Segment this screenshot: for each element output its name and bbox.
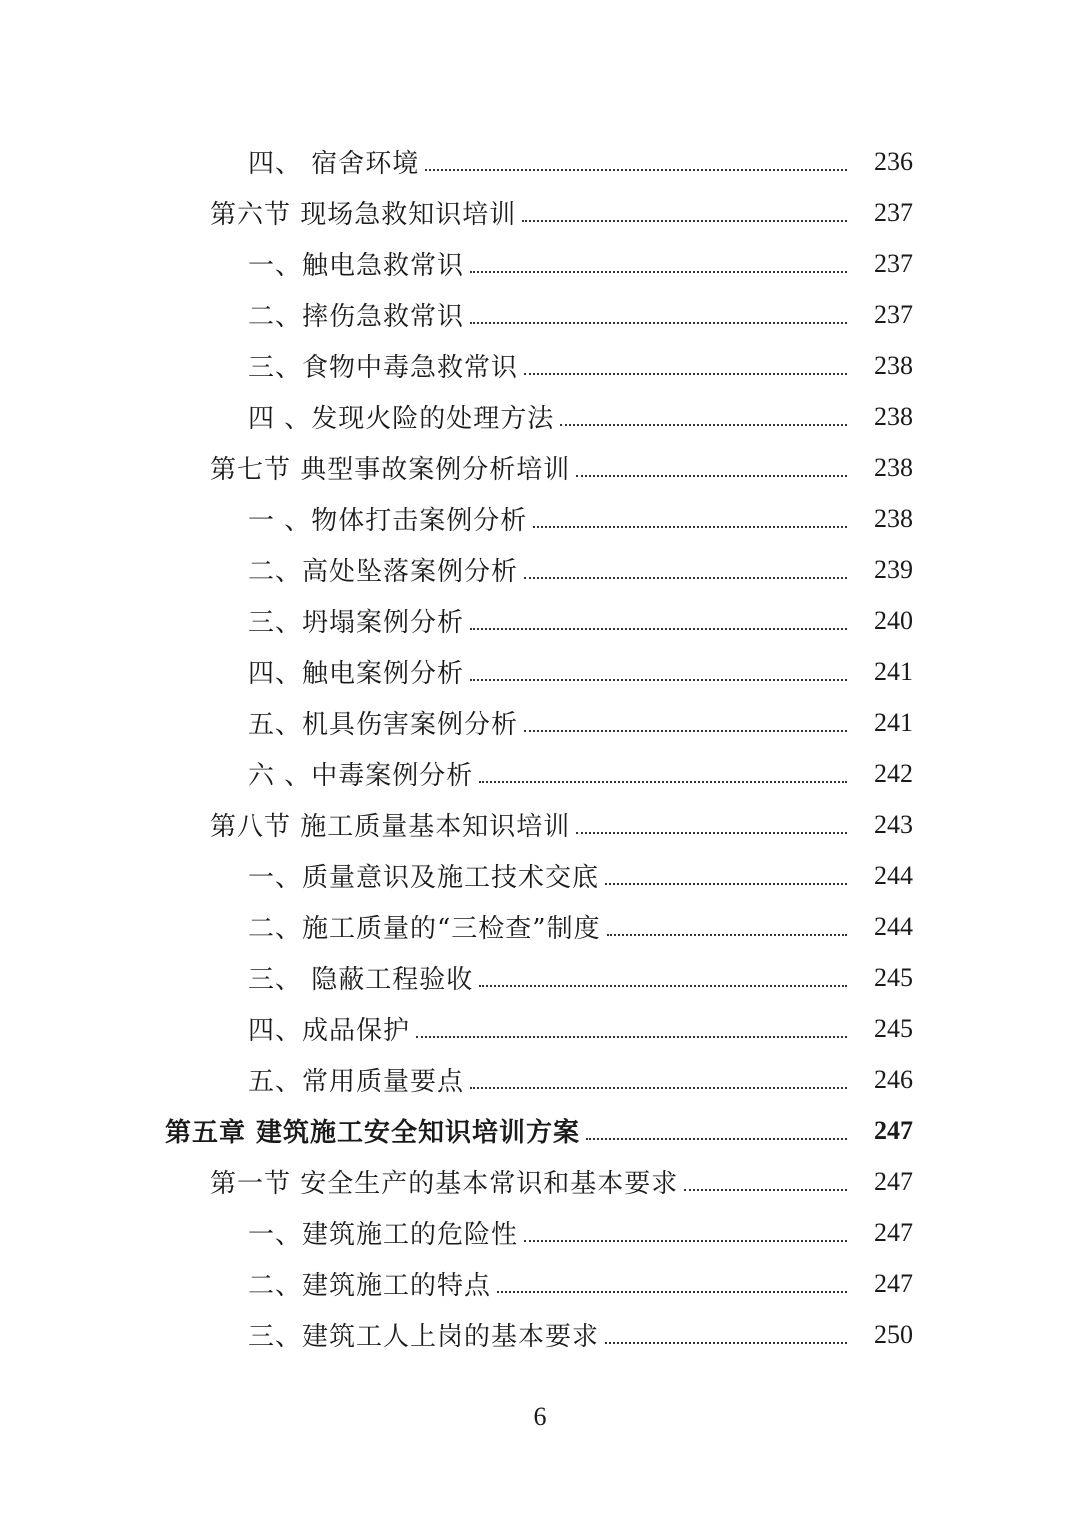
toc-entry-label: 四、成品保护 bbox=[248, 1016, 411, 1046]
toc-entry-label: 四 、发现火险的处理方法 bbox=[248, 404, 555, 434]
toc-entry-page: 247 bbox=[874, 1166, 913, 1196]
toc-entry[interactable] bbox=[0, 136, 1080, 187]
toc-entry[interactable] bbox=[0, 748, 1080, 799]
dot-leader bbox=[470, 322, 847, 324]
toc-entry[interactable] bbox=[0, 1003, 1080, 1054]
dot-leader bbox=[470, 271, 847, 273]
toc-entry[interactable] bbox=[0, 187, 1080, 238]
dot-leader bbox=[684, 1189, 847, 1191]
toc-entry-page: 237 bbox=[874, 248, 913, 278]
toc-entry[interactable] bbox=[0, 646, 1080, 697]
toc-entry-label: 三、建筑工人上岗的基本要求 bbox=[248, 1322, 600, 1352]
toc-entry-page: 238 bbox=[874, 452, 913, 482]
toc-entry-page: 238 bbox=[874, 503, 913, 533]
toc-entry-label: 一 、物体打击案例分析 bbox=[248, 506, 528, 536]
toc-entry-page: 237 bbox=[874, 197, 913, 227]
toc-entry-label: 第六节 现场急救知识培训 bbox=[210, 200, 517, 230]
dot-leader bbox=[524, 730, 847, 732]
dot-leader bbox=[576, 832, 847, 834]
dot-leader bbox=[470, 628, 847, 630]
toc-entry-page: 237 bbox=[874, 299, 913, 329]
toc-entry-label: 二、高处坠落案例分析 bbox=[248, 557, 519, 587]
toc-entry-label: 五、机具伤害案例分析 bbox=[248, 710, 519, 740]
toc-entry[interactable] bbox=[0, 544, 1080, 595]
dot-leader bbox=[533, 526, 847, 528]
toc-entry-label: 四、 宿舍环境 bbox=[248, 149, 420, 179]
toc-entry[interactable] bbox=[0, 340, 1080, 391]
dot-leader bbox=[576, 475, 847, 477]
toc-entry[interactable] bbox=[0, 391, 1080, 442]
toc-entry-label: 第一节 安全生产的基本常识和基本要求 bbox=[210, 1169, 679, 1199]
toc-entry-label: 一、触电急救常识 bbox=[248, 251, 465, 281]
toc-entry-page: 243 bbox=[874, 809, 913, 839]
dot-leader bbox=[470, 679, 847, 681]
toc-entry-page: 244 bbox=[874, 860, 913, 890]
toc-entry[interactable] bbox=[0, 901, 1080, 952]
toc-entry-label: 三、 隐蔽工程验收 bbox=[248, 965, 474, 995]
toc-entry-label: 一、建筑施工的危险性 bbox=[248, 1220, 519, 1250]
toc-entry-page: 247 bbox=[874, 1115, 913, 1145]
toc-chapter-entry[interactable] bbox=[0, 1105, 1080, 1156]
toc-entry[interactable] bbox=[0, 493, 1080, 544]
toc-entry[interactable] bbox=[0, 799, 1080, 850]
dot-leader bbox=[479, 985, 847, 987]
page-number: 6 bbox=[533, 1402, 547, 1431]
toc-entry-page: 245 bbox=[874, 962, 913, 992]
toc-entry-page: 247 bbox=[874, 1217, 913, 1247]
toc-entry-label: 三、坍塌案例分析 bbox=[248, 608, 465, 638]
toc-entry-page: 238 bbox=[874, 401, 913, 431]
toc-entry-label: 三、食物中毒急救常识 bbox=[248, 353, 519, 383]
toc-entry[interactable] bbox=[0, 1309, 1080, 1360]
table-of-contents bbox=[0, 136, 1080, 1360]
dot-leader bbox=[560, 424, 847, 426]
dot-leader bbox=[479, 781, 847, 783]
toc-entry-page: 247 bbox=[874, 1268, 913, 1298]
dot-leader bbox=[497, 1291, 847, 1293]
dot-leader bbox=[416, 1036, 847, 1038]
toc-entry-page: 241 bbox=[874, 656, 913, 686]
toc-entry-page: 244 bbox=[874, 911, 913, 941]
dot-leader bbox=[425, 169, 847, 171]
toc-entry-page: 250 bbox=[874, 1319, 913, 1349]
dot-leader bbox=[605, 1342, 847, 1344]
dot-leader bbox=[524, 577, 847, 579]
toc-entry-label: 四、触电案例分析 bbox=[248, 659, 465, 689]
toc-entry-label: 一、质量意识及施工技术交底 bbox=[248, 863, 600, 893]
toc-entry-label: 六 、中毒案例分析 bbox=[248, 761, 474, 791]
toc-entry-page: 236 bbox=[874, 146, 913, 176]
dot-leader bbox=[522, 220, 847, 222]
toc-entry[interactable] bbox=[0, 595, 1080, 646]
dot-leader bbox=[524, 1240, 847, 1242]
dot-leader bbox=[524, 373, 847, 375]
toc-entry-label: 第五章 建筑施工安全知识培训方案 bbox=[165, 1118, 581, 1148]
toc-entry-label: 二、建筑施工的特点 bbox=[248, 1271, 492, 1301]
toc-entry[interactable] bbox=[0, 442, 1080, 493]
toc-entry[interactable] bbox=[0, 952, 1080, 1003]
toc-entry[interactable] bbox=[0, 289, 1080, 340]
toc-entry-label: 第七节 典型事故案例分析培训 bbox=[210, 455, 571, 485]
dot-leader bbox=[607, 934, 847, 936]
toc-entry-label: 五、常用质量要点 bbox=[248, 1067, 465, 1097]
dot-leader bbox=[605, 883, 847, 885]
toc-entry[interactable] bbox=[0, 697, 1080, 748]
toc-entry-page: 238 bbox=[874, 350, 913, 380]
toc-entry-label: 二、摔伤急救常识 bbox=[248, 302, 465, 332]
toc-entry[interactable] bbox=[0, 1054, 1080, 1105]
toc-entry[interactable] bbox=[0, 850, 1080, 901]
toc-entry-page: 245 bbox=[874, 1013, 913, 1043]
dot-leader bbox=[470, 1087, 847, 1089]
toc-entry[interactable] bbox=[0, 1156, 1080, 1207]
toc-entry-page: 246 bbox=[874, 1064, 913, 1094]
toc-entry-label: 二、施工质量的“三检查”制度 bbox=[248, 914, 601, 944]
toc-entry-page: 241 bbox=[874, 707, 913, 737]
toc-entry[interactable] bbox=[0, 1258, 1080, 1309]
toc-entry[interactable] bbox=[0, 1207, 1080, 1258]
toc-entry-page: 242 bbox=[874, 758, 913, 788]
toc-entry-label: 第八节 施工质量基本知识培训 bbox=[210, 812, 571, 842]
toc-entry-page: 239 bbox=[874, 554, 913, 584]
toc-entry-page: 240 bbox=[874, 605, 913, 635]
dot-leader bbox=[586, 1138, 847, 1140]
toc-entry[interactable] bbox=[0, 238, 1080, 289]
